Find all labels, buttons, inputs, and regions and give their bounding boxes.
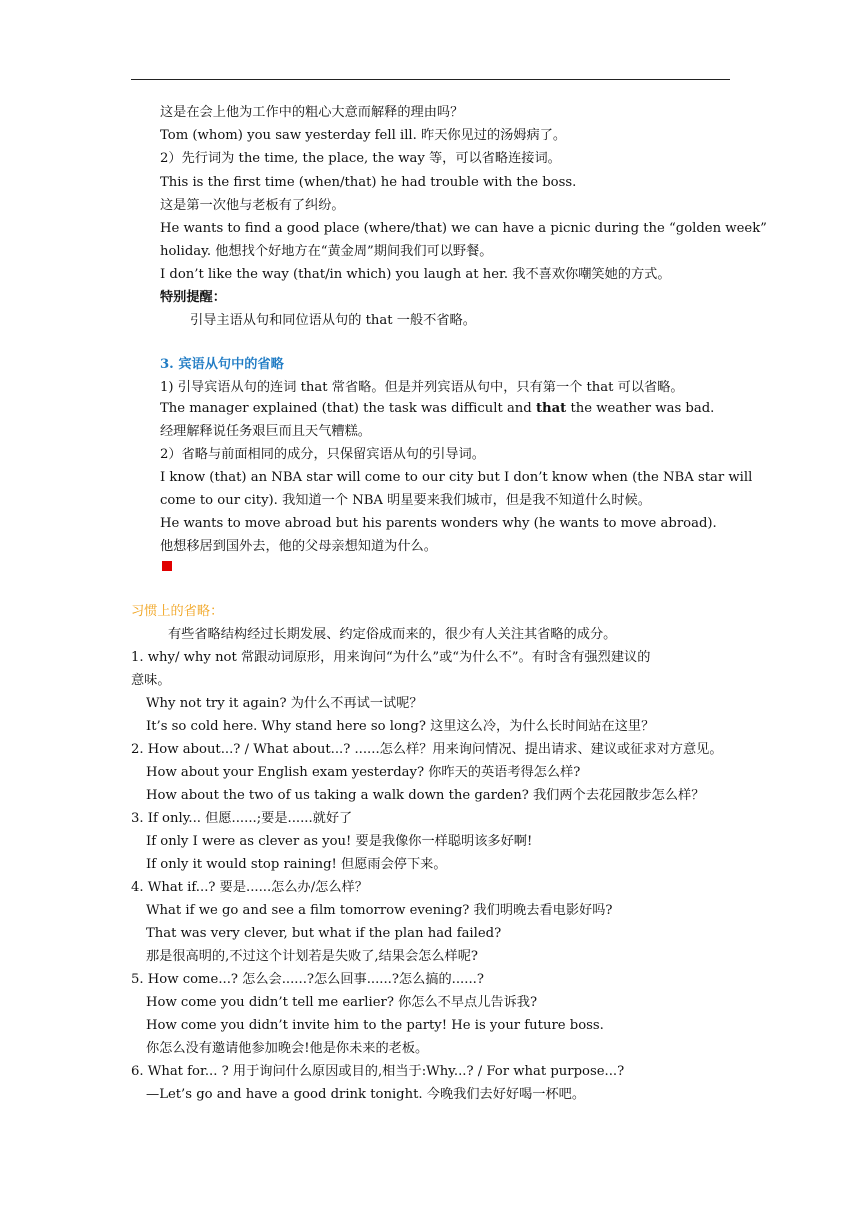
example-line: How come you didn’t invite him to the party! He is your future boss.	[146, 1018, 604, 1033]
list-item: 1. why/ why not 常跟动词原形，用来询问“为什么”或“为什么不”。有时含有强烈建议的	[131, 650, 651, 665]
example-line: That was very clever, but what if the plan had failed?	[146, 926, 502, 941]
text-line: I don’t like the way (that/in which) you laugh at her. 我不喜欢你嘲笑她的方式。	[160, 267, 671, 282]
text-line: He wants to find a good place (where/that) we can have a picnic during the “golden week”	[160, 221, 767, 236]
text-line: holiday. 他想找个好地方在“黄金周”期间我们可以野餐。	[160, 244, 493, 259]
example-line: How about the two of us taking a walk down the garden? 我们两个去花园散步怎么样？	[146, 788, 705, 803]
intro-text: 有些省略结构经过长期发展、约定俗成而来的，很少有人关注其省略的成分。	[168, 627, 617, 642]
example-line: 那是很高明的,不过这个计划若是失败了,结果会怎么样呢?	[146, 949, 478, 964]
text-line: He wants to move abroad but his parents wonders why (he wants to move abroad).	[160, 516, 717, 531]
list-item: 6. What for... ? 用于询问什么原因或目的,相当于:Why...? / For what purpose...?	[131, 1064, 625, 1079]
text-line: 2）先行词为 the time, the place, the way 等，可以省略连接词。	[160, 151, 561, 166]
list-item: 3. If only... 但愿......;要是......就好了	[131, 811, 353, 826]
text-line: 这是第一次他与老板有了纠纷。	[160, 198, 345, 213]
section-heading: 3. 宾语从句中的省略	[160, 357, 284, 372]
header-rule	[131, 79, 730, 80]
text-line: 2）省略与前面相同的成分，只保留宾语从句的引导词。	[160, 447, 485, 462]
example-line: —Let’s go and have a good drink tonight. 今晚我们去好好喝一杯吧。	[146, 1087, 586, 1102]
example-line: If only it would stop raining! 但愿雨会停下来。	[146, 857, 447, 872]
text-line: 这是在会上他为工作中的粗心大意而解释的理由吗？	[160, 105, 464, 120]
example-line: If only I were as clever as you! 要是我像你一样聪明该多好啊!	[146, 834, 533, 849]
text-line: Tom (whom) you saw yesterday fell ill. 昨天你见过的汤姆病了。	[160, 128, 567, 143]
red-square-icon	[162, 561, 172, 571]
section-heading: 习惯上的省略：	[131, 604, 224, 619]
reminder-title: 特别提醒：	[160, 290, 226, 305]
example-line: It’s so cold here. Why stand here so long? 这里这么冷，为什么长时间站在这里？	[146, 719, 655, 734]
example-line: How come you didn’t tell me earlier? 你怎么不早点儿告诉我?	[146, 995, 538, 1010]
list-item: 2. How about...? / What about...? ......怎么样？用来询问情况、提出请求、建议或征求对方意见。	[131, 742, 723, 757]
bold-word: that	[535, 401, 567, 416]
list-item: 5. How come...? 怎么会......?怎么回事......?怎么搞的......?	[131, 972, 484, 987]
text-line: 经理解释说任务艰巨而且天气糟糕。	[160, 424, 371, 439]
text-line	[160, 400, 714, 418]
text-line: 他想移居到国外去，他的父母亲想知道为什么。	[160, 539, 437, 554]
text-line: come to our city). 我知道一个 NBA 明星要来我们城市，但是我不知道什么时候。	[160, 493, 651, 508]
reminder-text: 引导主语从句和同位语从句的 that 一般不省略。	[190, 313, 476, 328]
text-part: The manager explained (that) the task was difficult and	[160, 401, 536, 416]
text-line: 1) 引导宾语从句的连词 that 常省略。但是并列宾语从句中，只有第一个 that 可以省略。	[160, 380, 684, 395]
example-line: 你怎么没有邀请他参加晚会!他是你未来的老板。	[146, 1041, 429, 1056]
example-line: What if we go and see a film tomorrow evening? 我们明晚去看电影好吗?	[146, 903, 613, 918]
example-line: Why not try it again? 为什么不再试一试呢？	[146, 696, 423, 711]
example-line: How about your English exam yesterday? 你昨天的英语考得怎么样?	[146, 765, 581, 780]
text-part: the weather was bad.	[566, 401, 715, 416]
list-item: 意味。	[131, 673, 171, 688]
text-line: I know (that) an NBA star will come to our city but I don’t know when (the NBA star will	[160, 470, 753, 485]
list-item: 4. What if...? 要是......怎么办/怎么样？	[131, 880, 368, 895]
text-line: This is the first time (when/that) he had trouble with the boss.	[160, 175, 577, 190]
